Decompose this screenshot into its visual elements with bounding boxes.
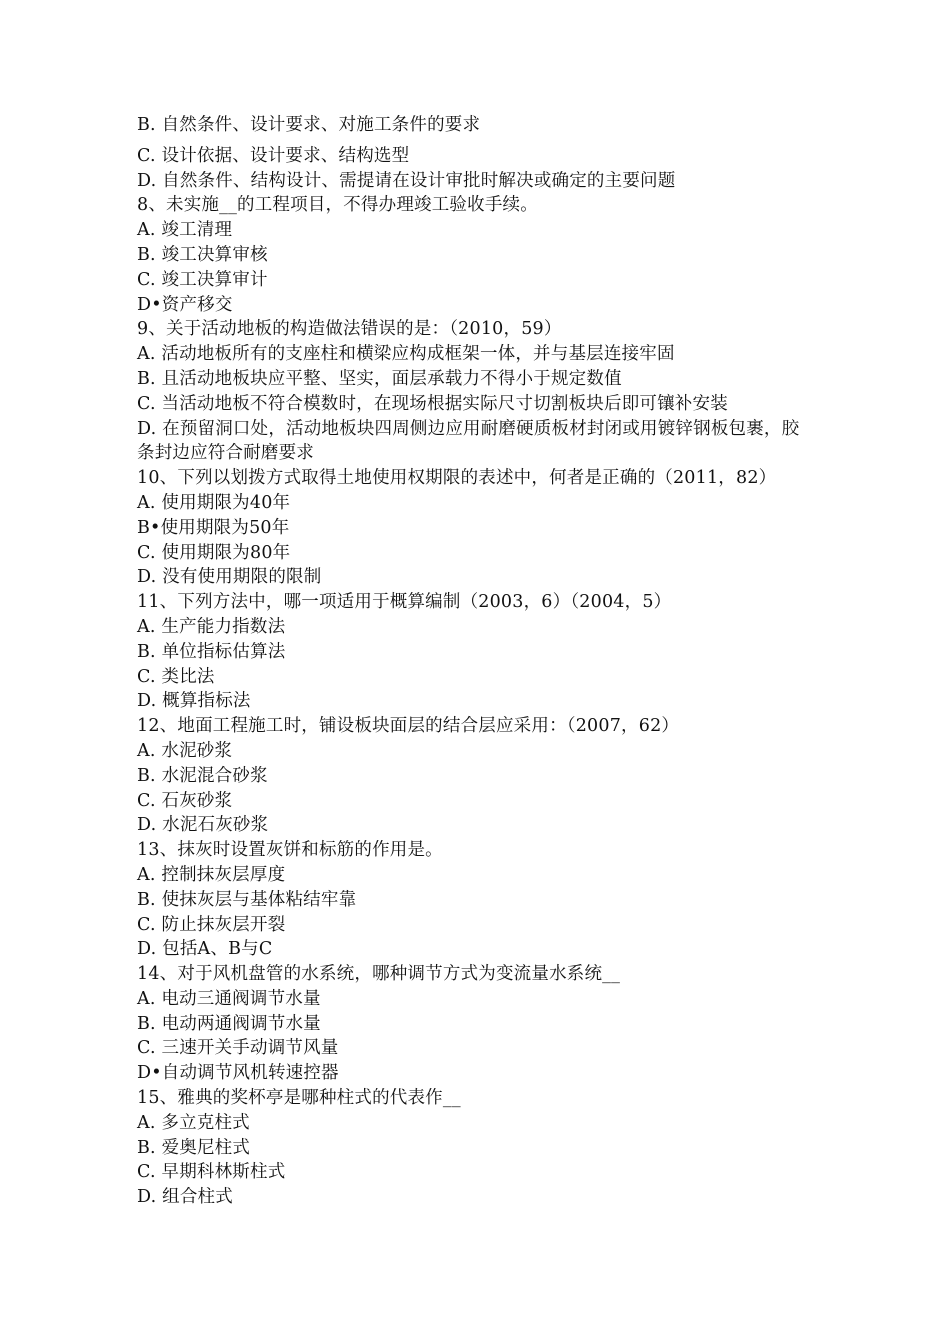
option-line: C. 类比法: [137, 666, 215, 687]
question-line: 15、雅典的奖杯亭是哪种柱式的代表作__: [137, 1088, 461, 1109]
option-line: B. 电动两通阀调节水量: [137, 1013, 321, 1034]
question-line: 10、下列以划拨方式取得土地使用权期限的表述中，何者是正确的（2011，82）: [137, 468, 777, 489]
question-line: 9、关于活动地板的构造做法错误的是：（2010，59）: [137, 319, 562, 340]
option-line: D. 概算指标法: [137, 691, 251, 712]
option-line: C. 使用期限为80年: [137, 542, 291, 563]
question-line: 12、地面工程施工时，铺设板块面层的结合层应采用：（2007，62）: [137, 716, 680, 737]
option-line: B. 水泥混合砂浆: [137, 765, 268, 786]
option-line: D. 组合柱式: [137, 1187, 233, 1208]
option-line: C. 早期科林斯柱式: [137, 1162, 286, 1183]
option-line: A. 生产能力指数法: [137, 616, 286, 637]
option-line: D. 在预留洞口处，活动地板块四周侧边应用耐磨硬质板材封闭或用镀锌钢板包裹，胶条封边应符合耐磨要求: [137, 418, 800, 464]
option-line: D•自动调节风机转速控器: [137, 1063, 339, 1084]
question-line: 13、抹灰时设置灰饼和标筋的作用是。: [137, 840, 443, 861]
option-line: D. 包括A、B与C: [137, 939, 273, 960]
option-line: B. 单位指标估算法: [137, 641, 286, 662]
option-line: C. 石灰砂浆: [137, 790, 233, 811]
option-line: A. 使用期限为40年: [137, 492, 291, 513]
option-line: A. 控制抹灰层厚度: [137, 864, 286, 885]
option-line: B. 爱奥尼柱式: [137, 1137, 251, 1158]
option-line: C. 三速开关手动调节风量: [137, 1038, 339, 1059]
option-line: C. 设计依据、设计要求、结构选型: [137, 145, 410, 166]
option-line: B. 竣工决算审核: [137, 244, 268, 265]
document-body: [137, 110, 837, 1210]
option-line: C. 防止抹灰层开裂: [137, 914, 286, 935]
question-line: 8、未实施__的工程项目，不得办理竣工验收手续。: [137, 195, 538, 216]
option-line: B. 自然条件、设计要求、对施工条件的要求: [137, 115, 481, 135]
option-line: B. 且活动地板块应平整、坚实，面层承载力不得小于规定数值: [137, 368, 622, 389]
option-line: A. 电动三通阀调节水量: [137, 988, 321, 1009]
option-line: A. 多立克柱式: [137, 1112, 250, 1133]
option-line: D. 水泥石灰砂浆: [137, 815, 269, 836]
option-line: B•使用期限为50年: [137, 517, 290, 538]
option-line: A. 水泥砂浆: [137, 740, 233, 761]
option-line: A. 竣工清理: [137, 220, 233, 241]
option-line: D. 自然条件、结构设计、需提请在设计审批时解决或确定的主要问题: [137, 170, 676, 191]
option-line: D•资产移交: [137, 294, 233, 315]
question-line: 14、对于风机盘管的水系统，哪种调节方式为变流量水系统__: [137, 964, 621, 985]
question-line: 11、下列方法中，哪一项适用于概算编制（2003，6）（2004，5）: [137, 592, 672, 613]
option-line: A. 活动地板所有的支座柱和横梁应构成框架一体，并与基层连接牢固: [137, 344, 675, 365]
option-line: B. 使抹灰层与基体粘结牢靠: [137, 889, 357, 910]
option-line: C. 竣工决算审计: [137, 269, 268, 290]
option-line: C. 当活动地板不符合模数时，在现场根据实际尺寸切割板块后即可镶补安装: [137, 393, 728, 414]
option-line: D. 没有使用期限的限制: [137, 567, 322, 588]
